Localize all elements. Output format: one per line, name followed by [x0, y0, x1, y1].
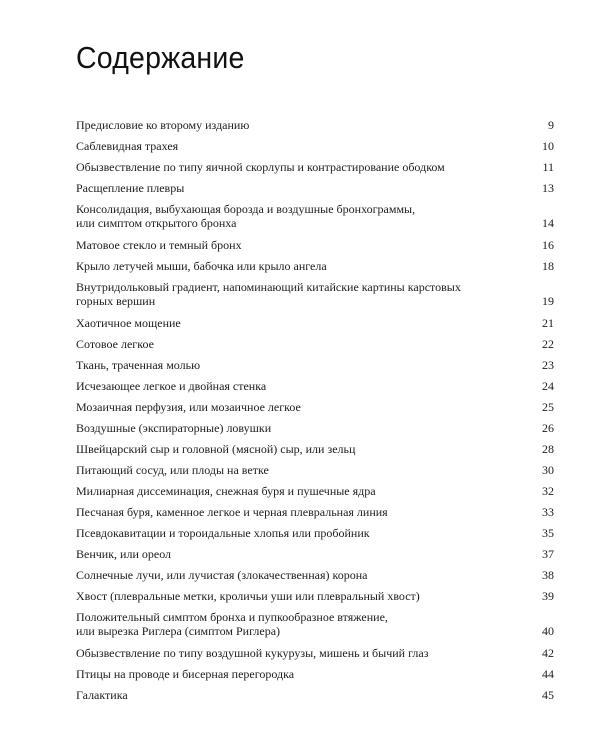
toc-entry — [76, 484, 554, 498]
toc-entry-page-number: 44 — [542, 667, 554, 681]
toc-entry-page-number: 13 — [542, 181, 554, 195]
toc-entry — [76, 259, 554, 273]
toc-entry-title: Мозаичная перфузия, или мозаичное легкое — [76, 400, 301, 414]
toc-entry-title: Ткань, траченная молью — [76, 358, 201, 372]
toc-entry-title: Песчаная буря, каменное легкое и черная плевральная линия — [76, 505, 388, 519]
toc-entry-title: Питающий сосуд, или плоды на ветке — [76, 463, 269, 477]
toc-entry — [76, 688, 554, 702]
toc-entry-page-number: 33 — [542, 505, 554, 519]
toc-entry-title: Матовое стекло и темный бронх — [76, 238, 242, 252]
toc-entry-title: Воздушные (экспираторные) ловушки — [76, 421, 272, 435]
toc-entry — [76, 118, 554, 132]
toc-entry-page-number: 23 — [542, 358, 554, 372]
toc-entry-page-number: 14 — [542, 216, 554, 230]
toc-entry-page-number: 11 — [542, 160, 554, 174]
toc-entry-title: Исчезающее легкое и двойная стенка — [76, 379, 267, 393]
toc-entry — [76, 280, 554, 308]
toc-entry-page-number: 16 — [542, 238, 554, 252]
toc-entry — [76, 526, 554, 540]
toc-entry-title: Птицы на проводе и бисерная перегородка — [76, 667, 295, 681]
toc-entry-page-number: 30 — [542, 463, 554, 477]
toc-entry — [76, 646, 554, 660]
toc-entry-page-number: 18 — [542, 259, 554, 273]
toc-entry-title: Крыло летучей мыши, бабочка или крыло ангела — [76, 259, 327, 273]
toc-entry — [76, 667, 554, 681]
toc-entry-page-number: 39 — [542, 589, 554, 603]
toc-entry-page-number: 45 — [542, 688, 554, 702]
toc-entry-page-number: 10 — [542, 139, 554, 153]
toc-entry — [76, 400, 554, 414]
toc-entry-title: Галактика — [76, 688, 128, 702]
toc-entry-title: Предисловие ко второму изданию — [76, 118, 250, 132]
toc-entry-title: Расщепление плевры — [76, 181, 185, 195]
toc-entry-page-number: 40 — [542, 624, 554, 638]
toc-entry-page-number: 19 — [542, 294, 554, 308]
toc-entry-page-number: 21 — [542, 316, 554, 330]
toc-entry — [76, 610, 554, 638]
toc-entry-title: Положительный симптом бронха и пупкообразное втяжение, или вырезка Риглера (симптом Риглера) — [76, 610, 388, 638]
toc-entry-page-number: 24 — [542, 379, 554, 393]
toc-entry-title: Внутридольковый градиент, напоминающий китайские картины карстовых горных вершин — [76, 280, 461, 308]
toc-entry-page-number: 42 — [542, 646, 554, 660]
toc-entry — [76, 568, 554, 582]
toc-entry-page-number: 32 — [542, 484, 554, 498]
table-of-contents — [76, 118, 554, 709]
toc-entry-title: Сотовое легкое — [76, 337, 154, 351]
toc-entry-page-number: 38 — [542, 568, 554, 582]
toc-entry — [76, 547, 554, 561]
toc-entry-title: Венчик, или ореол — [76, 547, 172, 561]
page-title: Содержание — [76, 40, 245, 75]
toc-entry-title: Хвост (плевральные метки, кроличьи уши или плевральный хвост) — [76, 589, 420, 603]
toc-entry-page-number: 28 — [542, 442, 554, 456]
toc-entry — [76, 181, 554, 195]
toc-entry-page-number: 35 — [542, 526, 554, 540]
toc-entry-title: Солнечные лучи, или лучистая (злокачественная) корона — [76, 568, 368, 582]
toc-entry — [76, 358, 554, 372]
toc-entry-page-number: 26 — [542, 421, 554, 435]
toc-entry-page-number: 37 — [542, 547, 554, 561]
toc-entry-title: Псевдокавитации и тороидальные хлопья или пробойник — [76, 526, 370, 540]
toc-entry-title: Швейцарский сыр и головной (мясной) сыр, или зельц — [76, 442, 356, 456]
toc-entry-title: Милиарная диссеминация, снежная буря и пушечные ядра — [76, 484, 376, 498]
toc-entry-title: Обызвествление по типу воздушной кукурузы, мишень и бычий глаз — [76, 646, 429, 660]
toc-entry-title: Консолидация, выбухающая борозда и воздушные бронхограммы, или симптом открытого бронха — [76, 202, 416, 230]
toc-entry — [76, 589, 554, 603]
toc-entry — [76, 238, 554, 252]
toc-entry — [76, 505, 554, 519]
toc-entry-page-number: 9 — [548, 118, 554, 132]
toc-entry — [76, 463, 554, 477]
toc-entry — [76, 337, 554, 351]
toc-entry-page-number: 22 — [542, 337, 554, 351]
toc-entry — [76, 421, 554, 435]
toc-entry-page-number: 25 — [542, 400, 554, 414]
toc-entry — [76, 139, 554, 153]
toc-entry — [76, 160, 554, 174]
toc-entry — [76, 202, 554, 230]
toc-entry-title: Хаотичное мощение — [76, 316, 181, 330]
toc-entry — [76, 316, 554, 330]
toc-entry-title: Саблевидная трахея — [76, 139, 179, 153]
toc-entry-title: Обызвествление по типу яичной скорлупы и контрастирование ободком — [76, 160, 445, 174]
toc-entry — [76, 379, 554, 393]
toc-entry — [76, 442, 554, 456]
